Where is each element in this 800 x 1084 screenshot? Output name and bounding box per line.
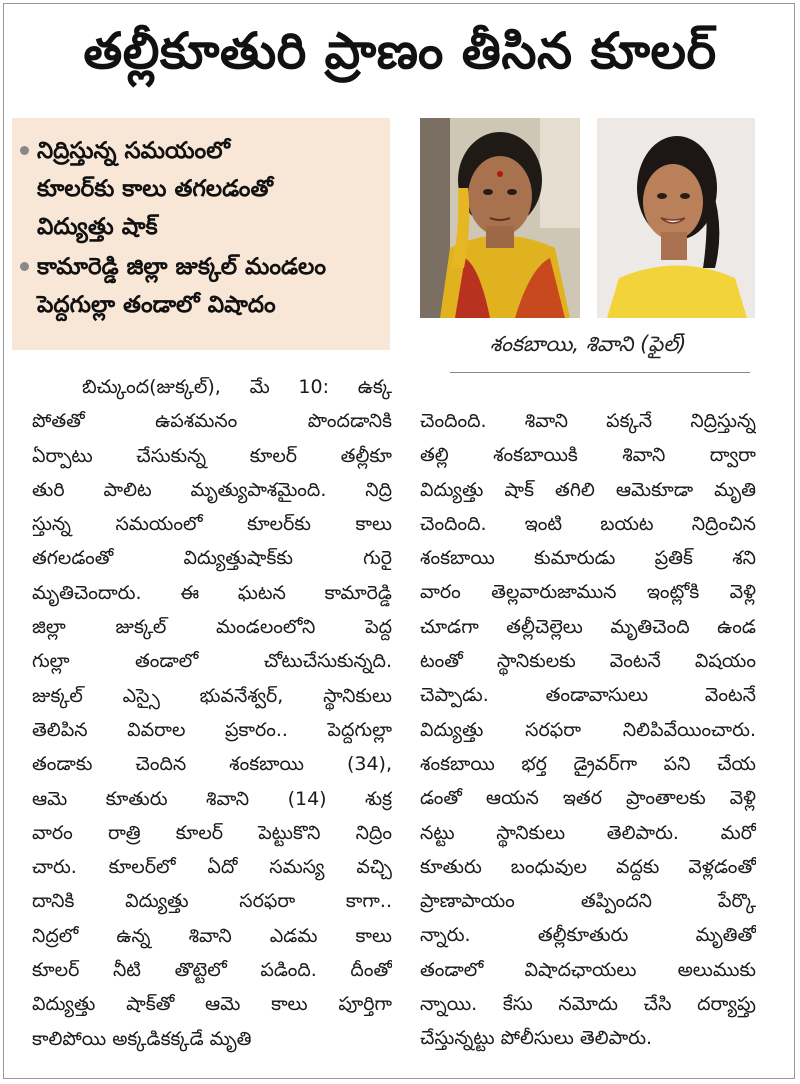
caption-divider — [450, 372, 750, 373]
article-line: కూలర్ నీటి తొట్టెలో పడింది. దీంతో — [32, 959, 392, 982]
bullet-icon — [20, 262, 29, 271]
article-line: దానికి విద్యుత్తు సరఫరా కాగా.. — [32, 890, 392, 913]
highlight-item — [18, 248, 382, 324]
article-line: న్నాయి. కేసు నమోదు చేసి దర్యాప్తు — [420, 993, 756, 1016]
article-line: మృతిచెందారు. ఈ ఘటన కామారెడ్డి — [32, 581, 392, 604]
article-line: చూడగా తల్లీచెల్లెలు మృతిచెంది ఉండ — [420, 615, 756, 638]
article-line: గుల్లా తండాలో చోటుచేసుకున్నది. — [32, 650, 392, 673]
article-line: స్తున్న సమయంలో కూలర్‌కు కాలు — [32, 513, 392, 536]
mother-photo — [420, 118, 580, 318]
girl-portrait-icon — [597, 118, 755, 318]
article-line: కాలిపోయి అక్కడికక్కడే మృతి — [32, 1027, 252, 1050]
article-line: విద్యుత్తు షాక్‌తో ఆమె కాలు పూర్తిగా — [32, 993, 392, 1016]
article-line: తండాకు చెందిన శంకబాయి (34), — [32, 753, 392, 776]
article-column-right — [420, 404, 756, 1056]
article-line: తగలడంతో విద్యుత్తుషాక్‌కు గురై — [32, 547, 392, 570]
highlight-line: నిద్రిస్తున్న సమయంలో — [37, 138, 230, 164]
article-line: నిద్రలో ఉన్న శివాని ఎడమ కాలు — [32, 924, 392, 947]
article-line: తురి పాలిట మృత్యుపాశమైంది. నిద్రి — [32, 478, 392, 501]
highlight-line: కూలర్‌కు కాలు తగలడంతో — [37, 176, 273, 202]
article-line: న్నారు. తల్లీకూతురు మృతితో — [420, 924, 756, 947]
woman-portrait-icon — [420, 118, 580, 318]
article-line: విద్యుత్తు షాక్ తగిలి ఆమెకూడా మృతి — [420, 478, 756, 501]
highlight-text — [37, 248, 326, 324]
article-line: ప్రాణాపాయం తప్పిందని పేర్కొ — [420, 890, 756, 913]
article-line: శంకబాయి భర్త డ్రైవర్‌గా పని చేయ — [420, 752, 756, 775]
article-line: తెలిపిన వివరాల ప్రకారం.. పెద్దగుల్లా — [32, 718, 392, 741]
article-line: చెప్పాడు. తండావాసులు వెంటనే — [420, 684, 756, 707]
article-line: డంతో ఆయన ఇతర ప్రాంతాలకు వెళ్లి — [420, 787, 756, 810]
highlight-line: విద్యుత్తు షాక్ — [37, 214, 158, 240]
article-line: నట్టు స్థానికులు తెలిపారు. మరో — [420, 821, 756, 844]
article-line: ఆమె కూతురు శివాని (14) శుక్ర — [32, 787, 392, 810]
article-column-left — [32, 370, 392, 1056]
article-line: వారం తెల్లవారుజామున ఇంట్లోకి వెళ్లి — [420, 581, 756, 604]
article-line: చారు. కూలర్‌లో ఏదో సమస్య వచ్చి — [32, 856, 392, 879]
highlights-box — [12, 118, 390, 350]
article-line: జిల్లా జుక్కల్ మండలంలోని పెద్ద — [32, 616, 392, 639]
highlight-item — [18, 132, 382, 246]
article-line: చేస్తున్నట్టు పోలీసులు తెలిపారు. — [420, 1027, 653, 1050]
article-line: తండాలో విషాదఛాయలు అలుముకు — [420, 958, 756, 981]
article-line: బిచ్కుంద(జుక్కల్), మే 10: ఉక్క — [82, 376, 392, 398]
highlight-text — [37, 132, 273, 246]
highlight-line: పెద్దగుల్లా తండాలో విషాదం — [37, 292, 276, 318]
article-line: విద్యుత్తు సరఫరా నిలిపివేయించారు. — [420, 718, 756, 741]
article-line: వారం రాత్రి కూలర్ పెట్టుకొని నిద్రిం — [32, 821, 392, 844]
photo-caption: శంకబాయి, శివాని (ఫైల్) — [489, 332, 687, 356]
article-line: జుక్కల్ ఎస్సై భువనేశ్వర్, స్థానికులు — [32, 684, 392, 707]
article-line: శంకబాయి కుమారుడు ప్రతిక్ శని — [420, 547, 756, 570]
article-line: కూతురు బంధువుల వద్దకు వెళ్లడంతో — [420, 855, 756, 878]
article-line: చెందింది. శివాని పక్కనే నిద్రిస్తున్న — [420, 410, 756, 432]
article-line: చెందింది. ఇంటి బయట నిద్రించిన — [420, 512, 756, 535]
article-line: తల్లి శంకబాయికి శివాని ద్వారా — [420, 444, 756, 467]
article-line: టంతో స్థానికులకు వెంటనే విషయం — [420, 650, 756, 673]
bullet-icon — [20, 146, 29, 155]
article-line: ఏర్పాటు చేసుకున్న కూలర్ తల్లీకూ — [32, 444, 392, 467]
highlight-line: కామారెడ్డి జిల్లా జుక్కల్ మండలం — [37, 254, 327, 280]
daughter-photo — [597, 118, 755, 318]
headline: తల్లీకూతురి ప్రాణం తీసిన కూలర్ — [83, 22, 717, 80]
article-line: పోతతో ఉపశమనం పొందడానికి — [32, 410, 392, 433]
